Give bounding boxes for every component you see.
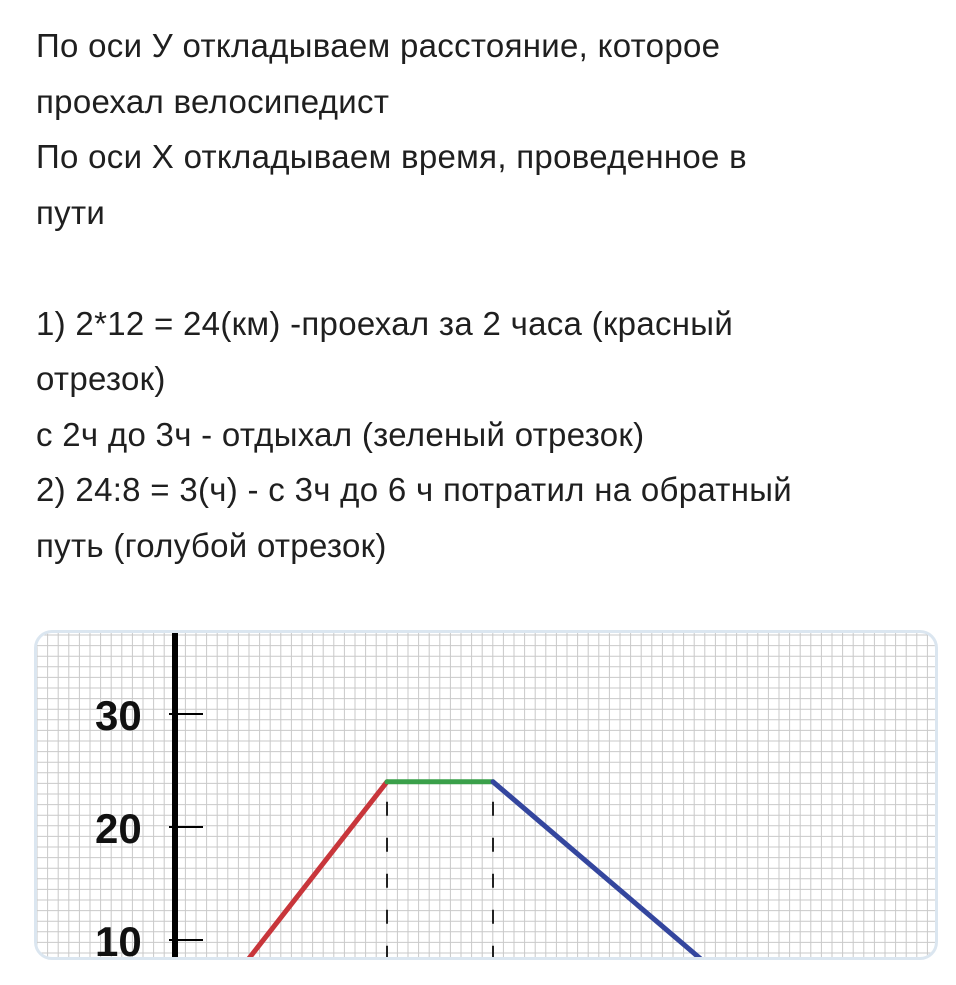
text-line: проехал велосипедист (36, 82, 390, 120)
text-line: отрезок) (36, 360, 166, 397)
grid-lines (37, 633, 935, 957)
answer-text (36, 18, 946, 573)
y-ticks (95, 692, 203, 957)
distance-time-graph (37, 633, 935, 957)
text-line: 1) 2*12 = 24(км) -проехал за 2 часа (красный (36, 304, 734, 342)
text-line: путь (голубой отрезок) (36, 526, 387, 564)
y-tick-label: 30 (95, 692, 142, 739)
blank-line (36, 240, 946, 296)
text-line: с 2ч до 3ч - отдыхал (зеленый отрезок) (36, 415, 645, 453)
text-line: По оси У откладываем расстояние, которое (36, 27, 721, 64)
text-line: По оси Х откладываем время, проведенное в (36, 138, 747, 175)
text-line: пути (36, 193, 106, 231)
text-line: 2) 24:8 = 3(ч) - с 3ч до 6 ч потратил на обратный (36, 471, 792, 508)
y-tick-label: 10 (95, 918, 142, 957)
graph-image (34, 630, 938, 960)
y-tick-label: 20 (95, 805, 142, 852)
